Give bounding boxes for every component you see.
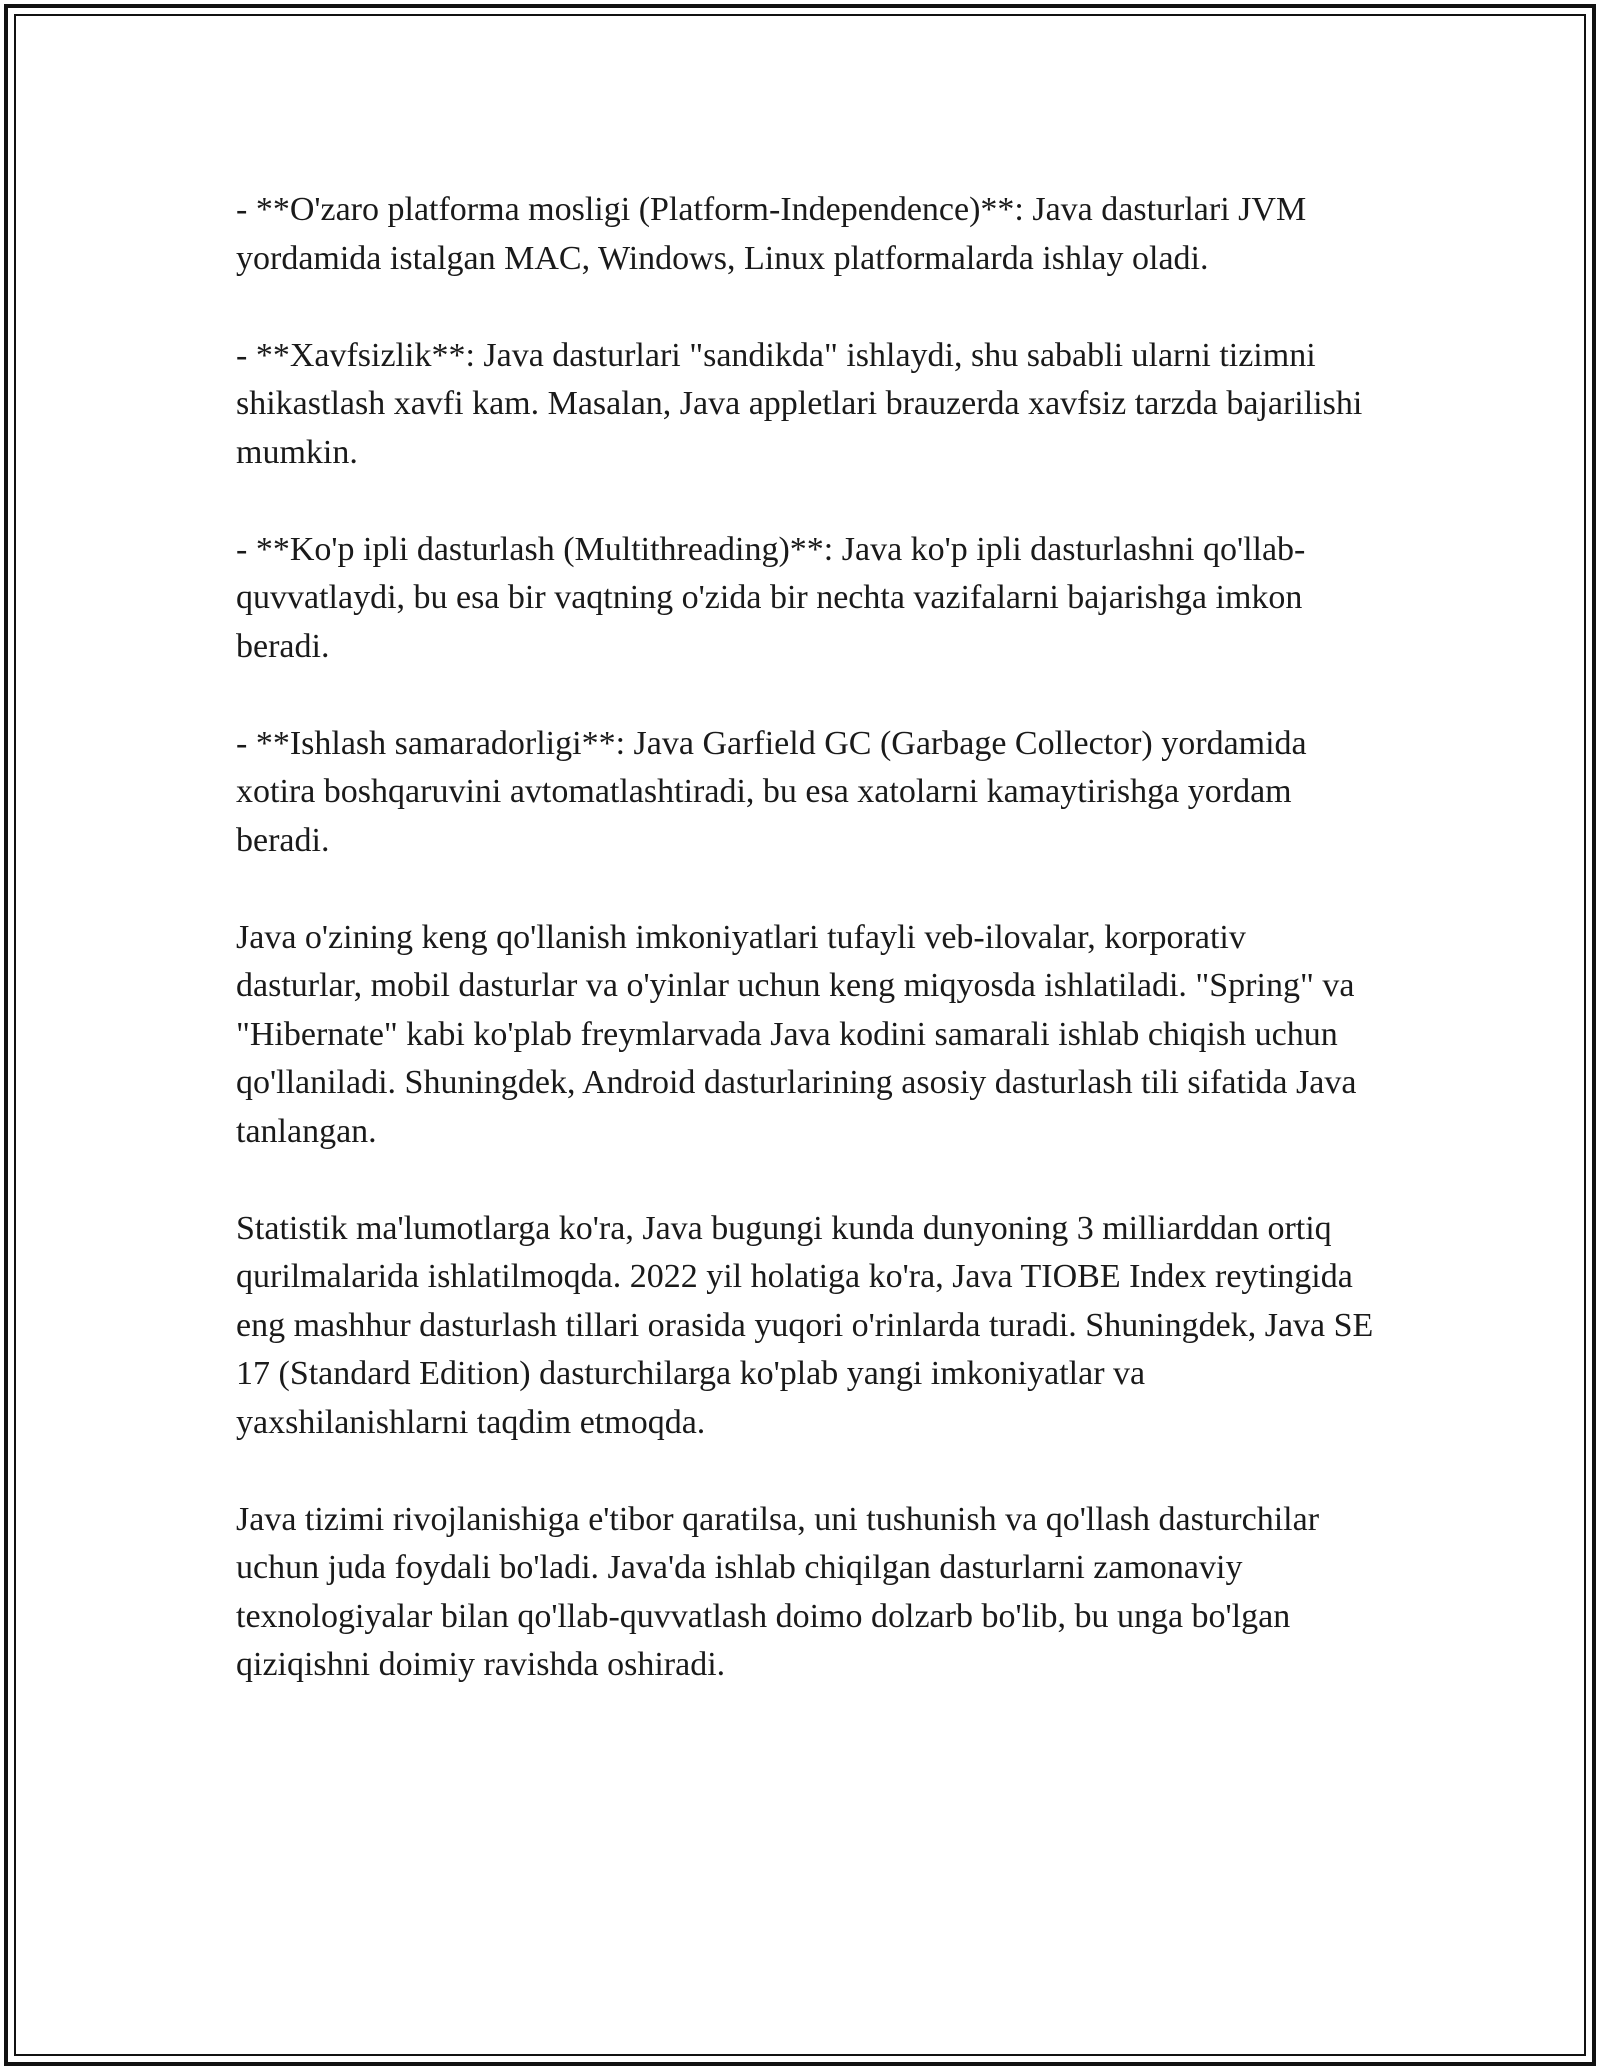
paragraph-statistics: Statistik ma'lumotlarga ko'ra, Java bugungi kunda dunyoning 3 milliarddan ortiq qurilmalarida ishlatilmoqda. 2022 yil holatiga ko'ra, Java TIOBE Index reytingida eng mashhur dasturlash tillari orasida yuqori o'rinlarda turadi. Shuningdek, Java SE 17 (Standard Edition) dasturchilarga ko'plab yangi imkoniyatlar va yaxshilanishlarni taqdim etmoqda. <box>236 1209 1374 1441</box>
paragraph-conclusion: Java tizimi rivojlanishiga e'tibor qaratilsa, uni tushunish va qo'llash dasturchilar uchun juda foydali bo'ladi. Java'da ishlab chiqilgan dasturlarni zamonaviy texnologiyalar bilan qo'llab-quvvatlash doimo dolzarb bo'lib, bu unga bo'lgan qiziqishni doimiy ravishda oshiradi. <box>236 1500 1320 1683</box>
bullet-performance: - **Ishlash samaradorligi**: Java Garfield GC (Garbage Collector) yordamida xotira boshqaruvini avtomatlashtiradi, bu esa xatolarni kamaytirishga yordam beradi. <box>236 724 1307 859</box>
bullet-security: - **Xavfsizlik**: Java dasturlari "sandikda" ishlaydi, shu sababli ularni tizimni shikastlash xavfi kam. Masalan, Java appletlari brauzerda xavfsiz tarzda bajarilishi mumkin. <box>236 336 1363 471</box>
bullet-multithreading: - **Ko'p ipli dasturlash (Multithreading)**: Java ko'p ipli dasturlashni qo'llab-quvvatlaydi, bu esa bir vaqtning o'zida bir nechta vazifalarni bajarishga imkon beradi. <box>236 530 1306 665</box>
document-body <box>236 186 1376 1738</box>
bullet-platform-independence: - **O'zaro platforma mosligi (Platform-Independence)**: Java dasturlari JVM yordamida istalgan MAC, Windows, Linux platformalarda ishlay oladi. <box>236 191 1307 277</box>
paragraph-usage: Java o'zining keng qo'llanish imkoniyatlari tufayli veb-ilovalar, korporativ dasturlar, mobil dasturlar va o'yinlar uchun keng miqyosda ishlatiladi. "Spring" va "Hibernate" kabi ko'plab freymlarvada Java kodini samarali ishlab chiqish uchun qo'llaniladi. Shuningdek, Android dasturlarining asosiy dasturlash tili sifatida Java tanlangan. <box>236 918 1357 1150</box>
